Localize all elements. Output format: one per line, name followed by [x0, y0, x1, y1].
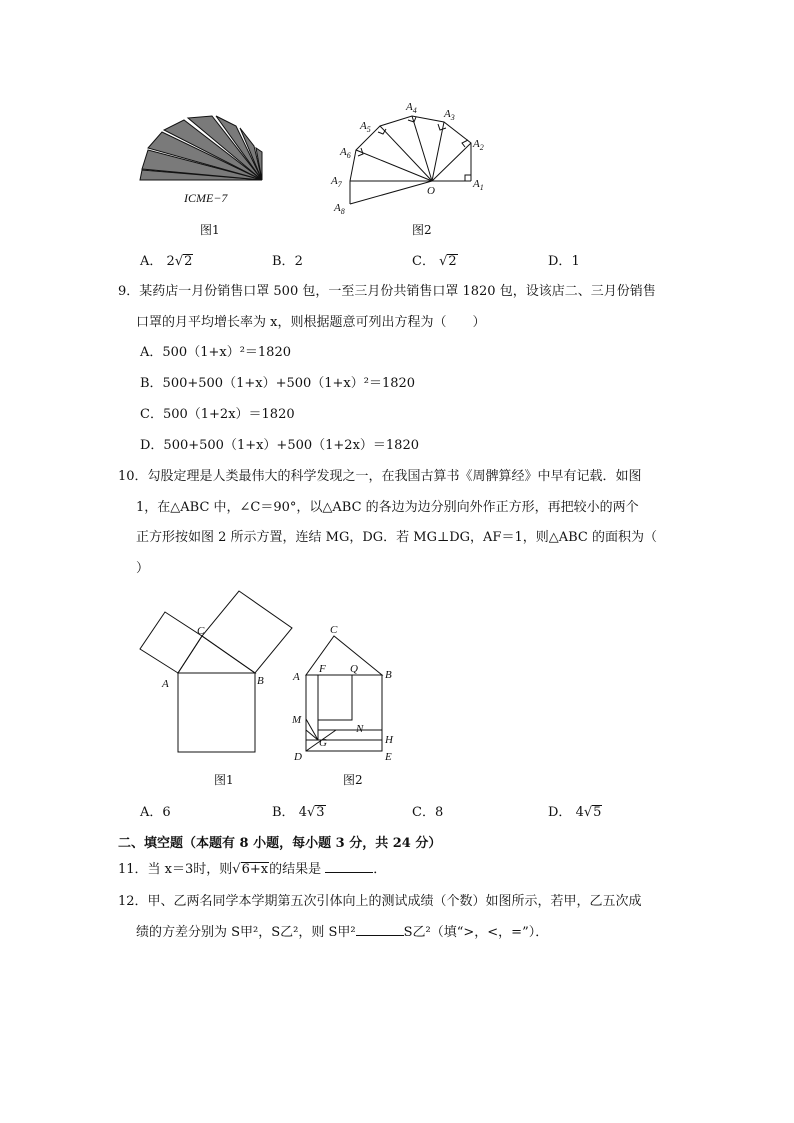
q10-stem-line4: ）: [136, 561, 150, 576]
fig2-label-h: H: [385, 734, 393, 746]
q12-line2-prefix: 绩的方差分别为 S甲²，S乙²，则 S甲²: [136, 925, 356, 940]
right-angle-mark: [378, 129, 386, 134]
q8-option-d[interactable]: [548, 250, 580, 269]
q8-option-b[interactable]: [272, 250, 303, 269]
fig1-caption: 图1: [200, 223, 220, 237]
radius-oa5: [380, 126, 432, 181]
inner-square-edge: [318, 675, 352, 720]
option-value: 8: [434, 805, 444, 820]
coefficient: 4: [298, 805, 307, 820]
icme-label: ICME−7: [184, 191, 228, 205]
q10-stem-line3: 正方形按如图 2 所示方置，连结 MG，DG．若 MG⊥DG，AF＝1，则△ABC 的面积为（: [136, 530, 657, 545]
radicand: 5: [593, 805, 602, 820]
option-letter: D．: [548, 805, 572, 820]
radius-oa8: [350, 181, 432, 204]
option-letter: D．: [548, 254, 572, 269]
fig2-label-d: D: [294, 751, 302, 763]
label-a2: $A_2$: [473, 138, 484, 152]
q12-stem-line2: [136, 918, 548, 948]
triangle-abc: [306, 636, 382, 675]
option-value: 2: [294, 254, 303, 269]
q11-suffix: 的结果是: [269, 862, 322, 877]
fig2-label-g: G: [319, 737, 327, 749]
q9-stem-line2: 口罩的月平均增长率为 x，则根据题意可列出方程为（ ）: [136, 315, 486, 330]
pythagoras-figure-2: [288, 622, 404, 766]
q8-option-a[interactable]: [140, 250, 193, 269]
pythagoras-figure-1: [134, 586, 298, 758]
radicand: 2: [448, 254, 457, 269]
q8-option-c[interactable]: [412, 250, 458, 269]
fig2-label-n: N: [356, 723, 364, 735]
right-angle-mark: [462, 140, 468, 147]
section-heading-fill-blank: 二、填空题（本题有 8 小题，每小题 3 分，共 24 分）: [118, 836, 442, 851]
square-on-bc: [202, 591, 292, 673]
square-on-ab: [178, 673, 255, 752]
label-a8: $A_8$: [334, 202, 345, 216]
segment-mg: [306, 719, 318, 740]
fig2-label-f: F: [319, 663, 326, 675]
option-letter: B．: [272, 254, 295, 269]
label-a5: $A_5$: [360, 120, 371, 134]
q9-stem-line1: 9．某药店一月份销售口罩 500 包，一至三月份共销售口罩 1820 包，设该店二、三月份销售: [118, 284, 656, 299]
radicand: 2: [184, 254, 193, 269]
q9-option-b[interactable]: B．500+500（1+x）+500（1+x）²＝1820: [140, 376, 416, 391]
fig1-label-c: C: [197, 625, 205, 637]
label-o: O: [427, 185, 435, 197]
q11-end: ．: [373, 862, 387, 877]
sqrt-icon: √: [306, 805, 316, 820]
q9-option-d[interactable]: D．500+500（1+x）+500（1+2x）＝1820: [140, 438, 419, 453]
q11-prefix: 11．当 x＝3时，则: [118, 862, 233, 877]
option-letter: A．: [140, 254, 163, 269]
radius-oa4: [412, 116, 432, 181]
radius-oa3: [432, 122, 444, 181]
q9-option-c[interactable]: C．500（1+2x）＝1820: [140, 407, 295, 422]
q11-radicand: 6+x: [241, 862, 269, 877]
root-spiral-figure: [328, 98, 498, 222]
label-a6: $A_6$: [340, 146, 351, 160]
right-angle-mark: [438, 124, 446, 130]
sqrt-icon: √: [583, 805, 593, 820]
q12-line2-suffix: S乙²（填“>，<，=”）．: [403, 925, 549, 940]
sqrt-icon: √: [439, 254, 448, 269]
q9-option-a[interactable]: A．500（1+x）²＝1820: [140, 345, 291, 360]
label-a1: $A_1$: [473, 178, 484, 192]
q11-answer-blank[interactable]: [325, 860, 373, 873]
fig2-label-c: C: [330, 624, 338, 636]
coefficient: 2: [166, 254, 175, 269]
radicand: 3: [316, 805, 325, 820]
option-letter: B．: [272, 805, 295, 820]
option-value: 6: [162, 805, 171, 820]
sqrt-icon: √: [174, 254, 184, 269]
option-value: 1: [571, 254, 580, 269]
q10-option-b[interactable]: [272, 801, 326, 820]
right-angle-mark: [408, 117, 416, 122]
coefficient: 4: [575, 805, 584, 820]
option-letter: C．: [412, 805, 435, 820]
radius-oa6: [356, 150, 432, 181]
q10-stem-line2: 1，在△ABC 中，∠C＝90°，以△ABC 的各边为边分别向外作正方形，再把较小的两个: [136, 500, 639, 515]
fig2-caption: 图2: [412, 223, 432, 237]
fig2-label-b: B: [385, 669, 392, 681]
inner-square-edge: [306, 730, 318, 740]
label-a3: $A_3$: [444, 108, 455, 122]
fig1-label-b: B: [257, 675, 264, 687]
label-a4: $A_4$: [406, 101, 417, 115]
sqrt-icon: √: [232, 862, 241, 877]
fig2-label-m: M: [292, 714, 302, 726]
q10-option-d[interactable]: [548, 801, 602, 820]
option-letter: A．: [140, 805, 163, 820]
q10-option-a[interactable]: [140, 801, 171, 820]
q10-stem-line1: 10．勾股定理是人类最伟大的科学发现之一，在我国古算书《周髀算经》中早有记载．如图: [118, 469, 642, 484]
label-a7: $A_7$: [331, 175, 342, 189]
right-angle-mark: [465, 175, 471, 181]
q12-stem-line1: 12．甲、乙两名同学本学期第五次引体向上的测试成绩（个数）如图所示，若甲，乙五次成: [118, 894, 642, 909]
fig2-label-a: A: [293, 671, 300, 683]
q10-fig1-caption: 图1: [214, 773, 234, 787]
q10-fig2-caption: 图2: [343, 773, 363, 787]
square-on-ac: [140, 612, 202, 673]
q12-answer-blank[interactable]: [356, 923, 404, 936]
fig2-label-e: E: [385, 751, 392, 763]
fig2-label-q: Q: [350, 663, 358, 675]
icme-spiral-figure: [136, 112, 266, 192]
option-letter: C．: [412, 254, 435, 269]
fig1-label-a: A: [162, 678, 169, 690]
q10-option-c[interactable]: [412, 801, 443, 820]
q11-stem: [118, 855, 386, 885]
